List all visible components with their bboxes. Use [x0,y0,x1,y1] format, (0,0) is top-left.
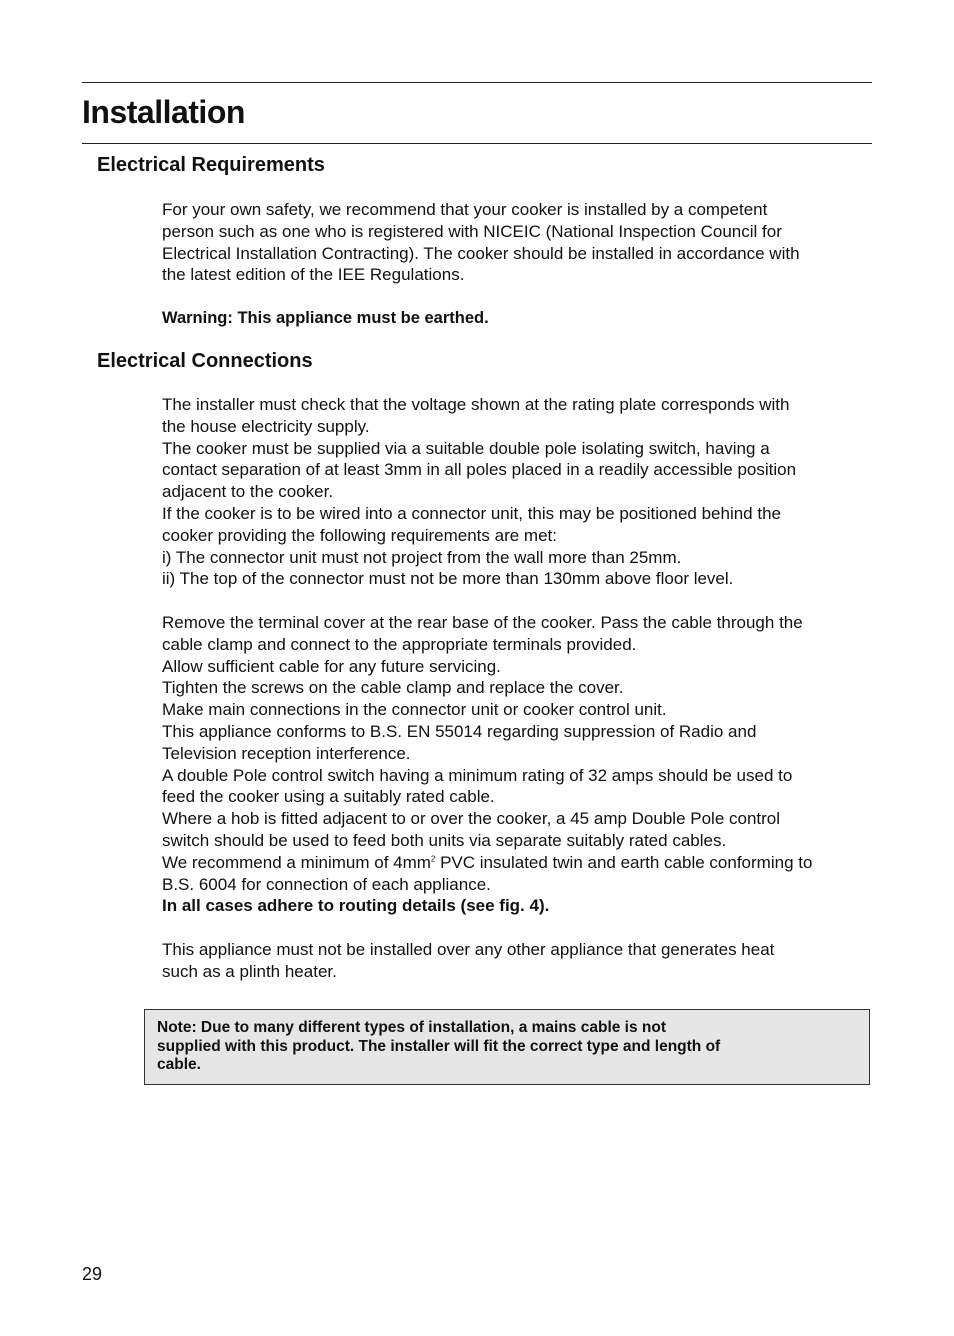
text-line: Television reception interference. [162,743,411,763]
text-line: Allow sufficient cable for any future servicing. [162,656,501,676]
text-line: cooker providing the following requirements are met: [162,525,557,545]
page-title: Installation [82,94,245,130]
text-line: i) The connector unit must not project from the wall more than 25mm. [162,547,682,567]
connections-paragraph-2 [162,612,866,917]
text-line: This appliance must not be installed over any other appliance that generates heat [162,940,775,959]
recommend-text: We recommend a minimum of 4mm [162,852,431,872]
text-line: cable clamp and connect to the appropriate terminals provided. [162,634,637,654]
text-line: If the cooker is to be wired into a connector unit, this may be positioned behind the [162,503,781,523]
connections-paragraph-3 [162,939,866,983]
text-line: Tighten the screws on the cable clamp and replace the cover. [162,678,624,698]
title-underline [82,143,872,144]
text-line: the latest edition of the IEE Regulations. [162,265,465,285]
text-line: The cooker must be supplied via a suitable double pole isolating switch, having a [162,438,770,458]
text-line: contact separation of at least 3mm in all poles placed in a readily accessible position [162,460,797,480]
recommend-text-cont: PVC insulated twin and earth cable conforming to [435,852,813,872]
text-line: switch should be used to feed both units via separate suitably rated cables. [162,830,727,850]
note-line: supplied with this product. The installer will fit the correct type and length of [157,1037,721,1055]
text-line: Make main connections in the connector unit or cooker control unit. [162,700,667,720]
heading-electrical-requirements: Electrical Requirements [97,154,325,176]
text-line: Remove the terminal cover at the rear base of the cooker. Pass the cable through the [162,613,803,632]
text-line: adjacent to the cooker. [162,482,334,502]
earth-warning: Warning: This appliance must be earthed. [162,309,489,327]
mains-cable-note-box [144,1009,870,1085]
text-line: Electrical Installation Contracting). The cooker should be installed in accordance with [162,243,800,263]
squared-superscript: 2 [430,854,436,864]
top-rule [82,82,872,83]
text-line: The installer must check that the voltage shown at the rating plate corresponds with [162,395,790,414]
routing-instruction: In all cases adhere to routing details (see fig. 4). [162,896,550,916]
cable-recommendation-line [162,852,866,874]
connections-paragraph-1 [162,394,866,590]
note-line: Note: Due to many different types of installation, a mains cable is not [157,1019,667,1036]
text-line: the house electricity supply. [162,416,370,436]
text-line: B.S. 6004 for connection of each appliance. [162,874,491,894]
text-line: ii) The top of the connector must not be more than 130mm above floor level. [162,569,734,589]
page-number: 29 [82,1264,103,1284]
text-line: feed the cooker using a suitably rated cable. [162,787,495,807]
text-line: For your own safety, we recommend that your cooker is installed by a competent [162,200,768,219]
text-line: This appliance conforms to B.S. EN 55014 regarding suppression of Radio and [162,721,757,741]
text-line: Where a hob is fitted adjacent to or over the cooker, a 45 amp Double Pole control [162,809,781,829]
text-line: A double Pole control switch having a minimum rating of 32 amps should be used to [162,765,793,785]
text-line: person such as one who is registered with NICEIC (National Inspection Council for [162,221,782,241]
text-line: such as a plinth heater. [162,961,337,981]
note-line: cable. [157,1056,201,1073]
requirements-paragraph [162,199,866,286]
heading-electrical-connections: Electrical Connections [97,350,313,372]
